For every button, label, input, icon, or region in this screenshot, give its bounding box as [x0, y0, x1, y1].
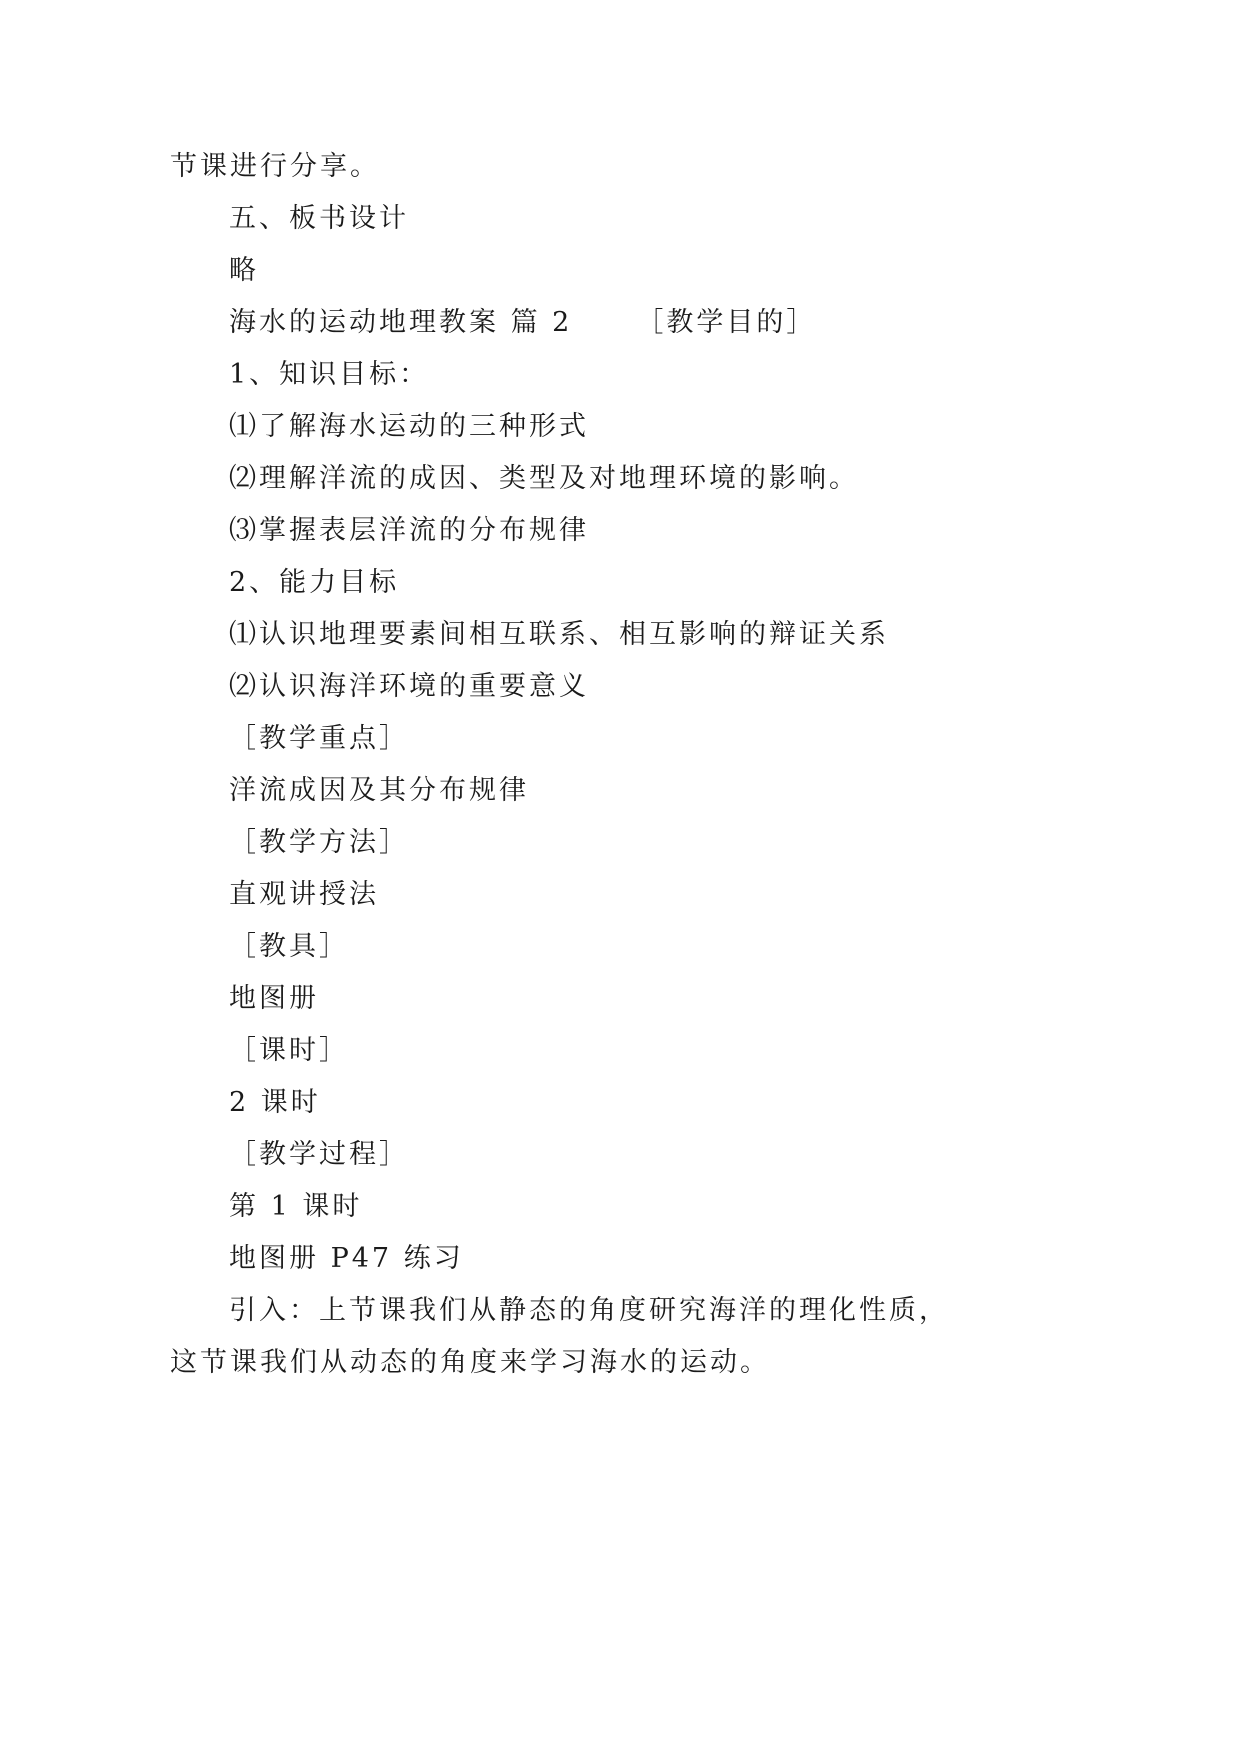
list-item: ⑵理解洋流的成因、类型及对地理环境的影响。: [229, 463, 859, 494]
section-label: ［教学过程］: [229, 1139, 409, 1170]
article-heading-line: [229, 306, 816, 340]
list-item: ⑴了解海水运动的三种形式: [229, 411, 589, 442]
section-heading: 五、板书设计: [229, 203, 409, 234]
list-item: ⑵认识海洋环境的重要意义: [229, 671, 589, 702]
paragraph-line: 洋流成因及其分布规律: [229, 775, 529, 806]
paragraph-line: 这节课我们从动态的角度来学习海水的运动。: [170, 1347, 770, 1378]
section-label: ［课时］: [229, 1035, 349, 1066]
paragraph-line: 略: [229, 255, 259, 286]
paragraph-line: 直观讲授法: [229, 879, 379, 910]
paragraph-line: 地图册: [229, 983, 319, 1014]
paragraph-line: 引入：上节课我们从静态的角度研究海洋的理化性质，: [229, 1295, 949, 1326]
article-title: 海水的运动地理教案 篇 2: [229, 307, 573, 338]
paragraph-line: 2 课时: [229, 1087, 321, 1118]
paragraph-line: 第 1 课时: [229, 1191, 363, 1222]
section-label: ［教具］: [229, 931, 349, 962]
paragraph-line: 节课进行分享。: [170, 151, 380, 182]
section-label: ［教学方法］: [229, 827, 409, 858]
list-item: ⑴认识地理要素间相互联系、相互影响的辩证关系: [229, 619, 889, 650]
section-label: ［教学目的］: [636, 307, 817, 338]
list-item: ⑶掌握表层洋流的分布规律: [229, 515, 589, 546]
subsection-heading: 1、知识目标：: [229, 359, 430, 390]
section-label: ［教学重点］: [229, 723, 409, 754]
subsection-heading: 2、能力目标: [229, 567, 400, 598]
paragraph-line: 地图册 P47 练习: [229, 1243, 464, 1274]
